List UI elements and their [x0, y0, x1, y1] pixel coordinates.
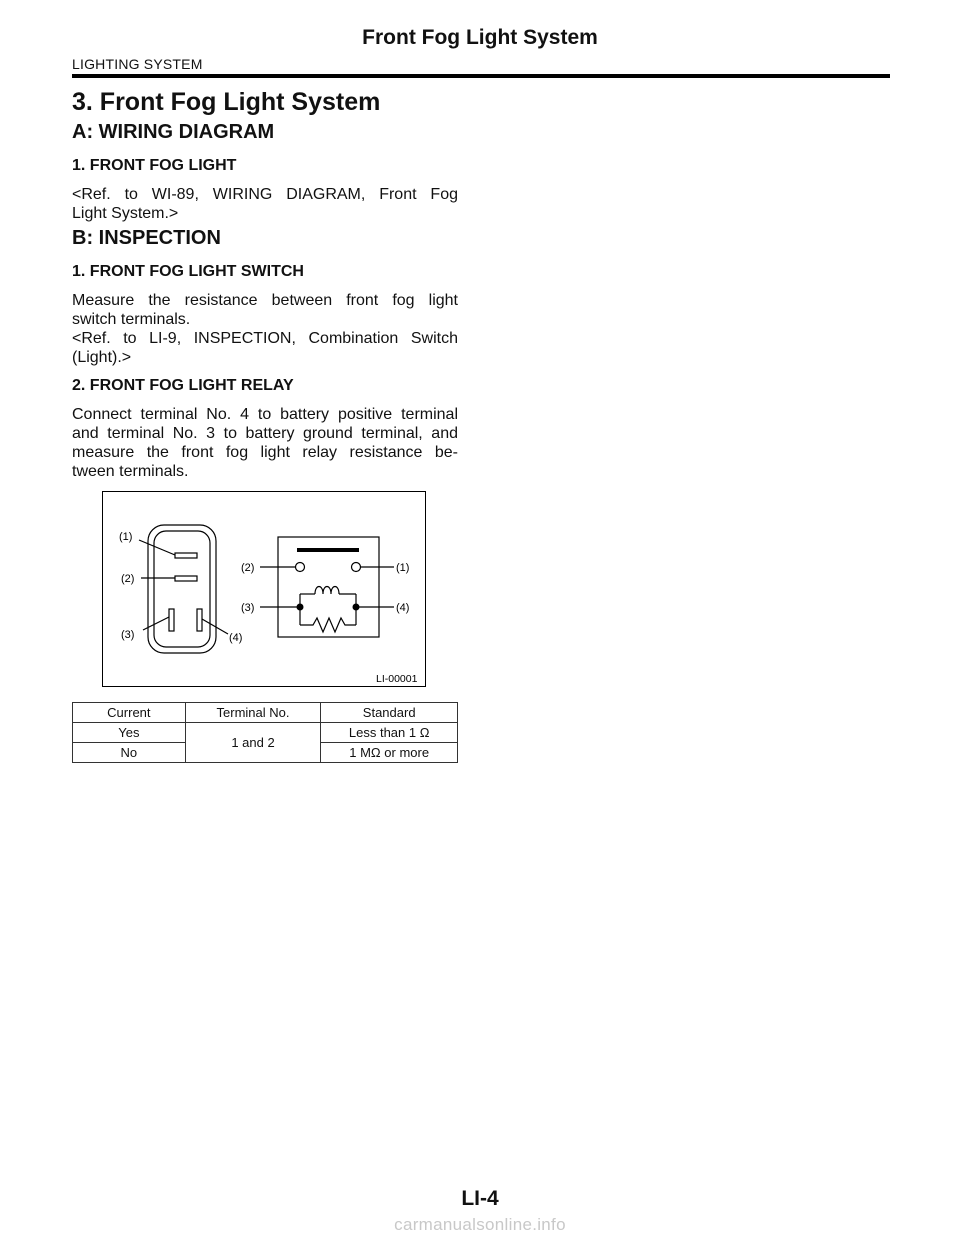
text-line: (Light).>	[72, 349, 132, 366]
main-heading: 3. Front Fog Light System	[72, 88, 381, 116]
table-cell: 1 and 2	[185, 723, 321, 763]
relay-resistance-table	[72, 702, 458, 763]
table-header-row	[73, 703, 458, 723]
fog-switch-heading: 1. FRONT FOG LIGHT SWITCH	[72, 263, 304, 280]
circuit-label-3: (3)	[241, 602, 255, 614]
connector-label-1: (1)	[119, 531, 133, 543]
terminal-4	[197, 609, 202, 631]
table-row	[73, 723, 458, 743]
relay-diagram	[103, 492, 427, 688]
page-number: LI-4	[461, 1187, 499, 1210]
text-line: tween terminals.	[72, 463, 189, 480]
text-line: Connect terminal No. 4 to battery positive terminal	[72, 406, 458, 423]
contact-terminal-1	[352, 563, 361, 572]
connector-label-3: (3)	[121, 629, 135, 641]
circuit-label-4: (4)	[396, 602, 410, 614]
connector-label-4: (4)	[229, 632, 243, 644]
text-line: switch terminals.	[72, 311, 191, 328]
text-line: measure the front fog light relay resistance be-	[72, 444, 458, 461]
relay-coil	[315, 587, 339, 595]
fog-switch-text	[72, 291, 458, 367]
contact-terminal-2	[296, 563, 305, 572]
front-fog-light-heading: 1. FRONT FOG LIGHT	[72, 157, 237, 174]
figure-id-label: LI-00001	[376, 673, 418, 685]
section-b-heading: B: INSPECTION	[72, 227, 221, 249]
table-cell: Yes	[73, 723, 186, 743]
fog-relay-text	[72, 405, 458, 481]
watermark-text: carmanualsonline.info	[394, 1215, 566, 1234]
text-line: Measure the resistance between front fog light	[72, 292, 458, 309]
section-a-heading: A: WIRING DIAGRAM	[72, 121, 275, 143]
junction-4	[353, 604, 360, 611]
terminal-3	[169, 609, 174, 631]
circuit-label-1: (1)	[396, 562, 410, 574]
relay-diagram-figure	[102, 491, 426, 687]
text-line: <Ref. to WI-89, WIRING DIAGRAM, Front Fog	[72, 186, 458, 203]
table-cell: Less than 1 Ω	[321, 723, 458, 743]
connector-outline	[148, 525, 216, 653]
wiring-reference-text	[72, 185, 458, 223]
header-divider	[72, 74, 890, 78]
text-line: Light System.>	[72, 205, 179, 222]
circuit-label-2: (2)	[241, 562, 255, 574]
connector-label-2: (2)	[121, 573, 135, 585]
table-header: Standard	[321, 703, 458, 723]
junction-3	[297, 604, 304, 611]
page-header-title: Front Fog Light System	[362, 26, 598, 49]
table-cell: No	[73, 743, 186, 763]
relay-resistor	[300, 618, 356, 632]
terminal-2	[175, 576, 197, 581]
table-header: Current	[73, 703, 186, 723]
table-header: Terminal No.	[185, 703, 321, 723]
fog-relay-heading: 2. FRONT FOG LIGHT RELAY	[72, 377, 294, 394]
text-line: <Ref. to LI-9, INSPECTION, Combination Switch	[72, 330, 458, 347]
terminal-1	[175, 553, 197, 558]
section-label: LIGHTING SYSTEM	[72, 56, 203, 72]
table-cell: 1 MΩ or more	[321, 743, 458, 763]
text-line: and terminal No. 3 to battery ground terminal, and	[72, 425, 458, 442]
